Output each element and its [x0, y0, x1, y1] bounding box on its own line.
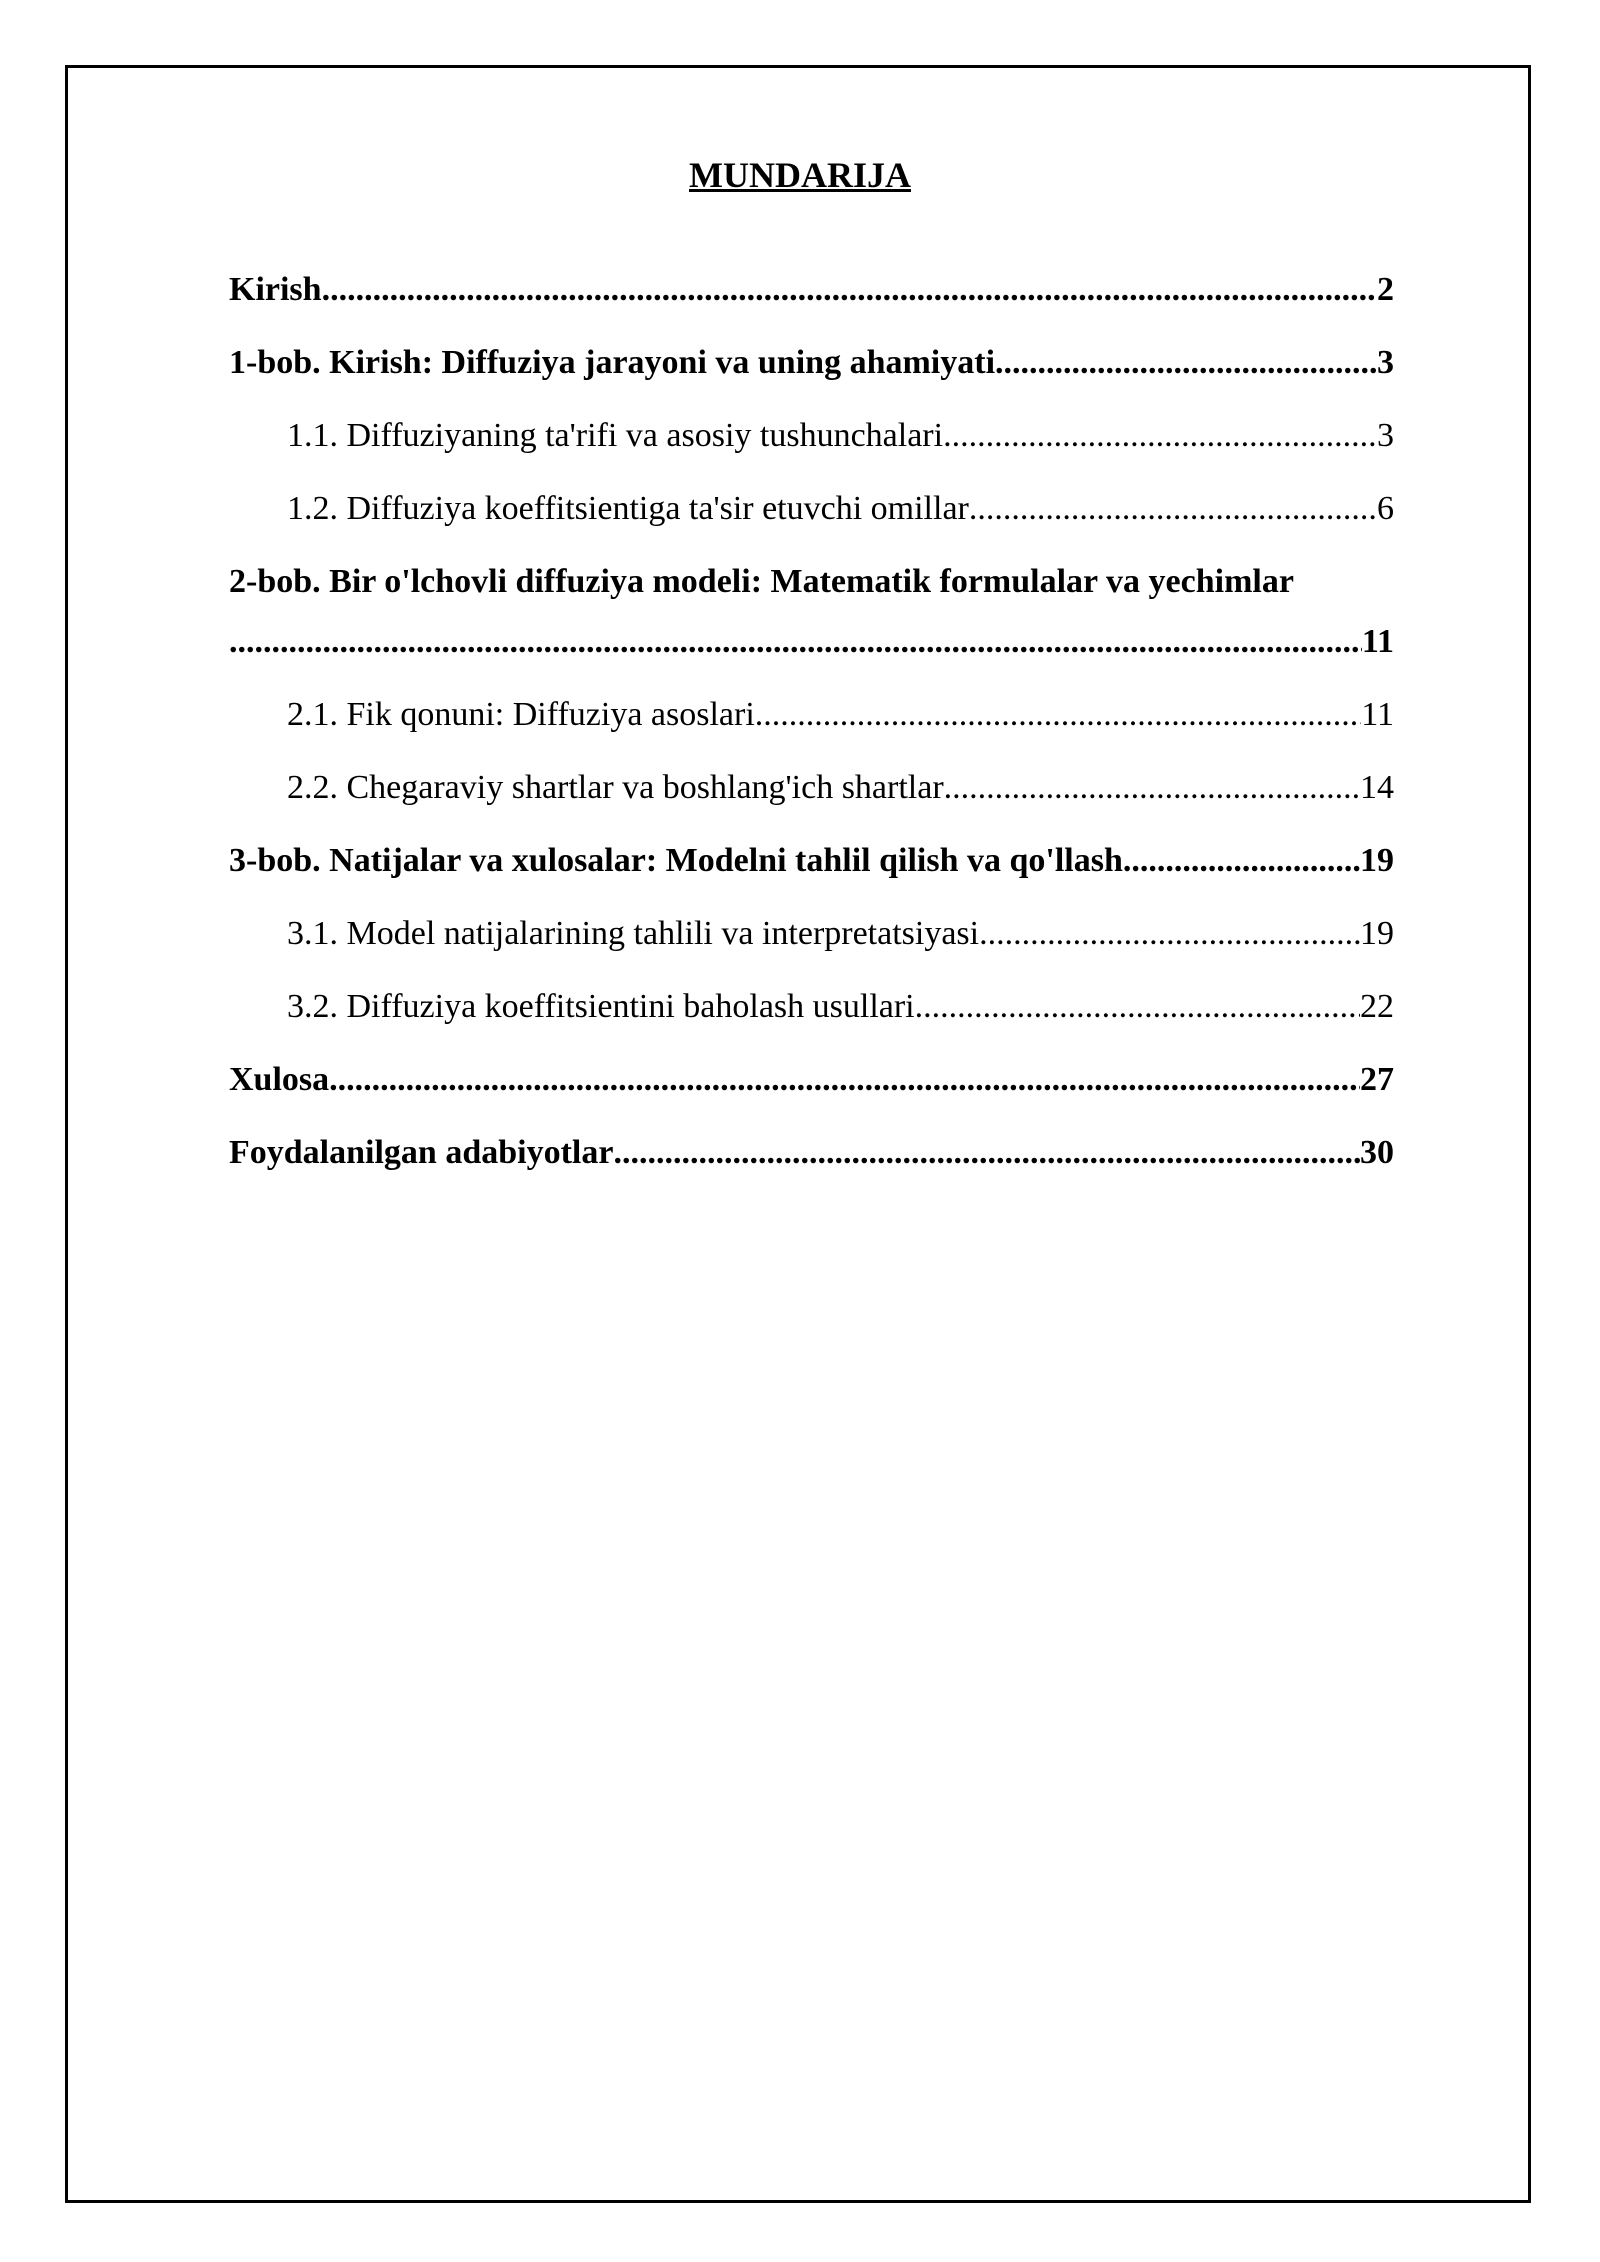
- toc-entry-section-1-1[interactable]: [229, 408, 1394, 481]
- toc-entry-page: 3: [1377, 417, 1394, 454]
- toc-entry-page: 6: [1377, 490, 1394, 527]
- toc-title: MUNDARIJA: [689, 155, 911, 195]
- toc-entry-page: 14: [1360, 769, 1394, 806]
- toc-entry-chapter-1[interactable]: [229, 335, 1394, 408]
- toc-leader-dots: [995, 335, 1377, 391]
- toc-entry-chapter-2[interactable]: [229, 554, 1394, 687]
- toc-entry-chapter-3[interactable]: [229, 833, 1394, 906]
- toc-entry-text: Xulosa: [229, 1061, 330, 1098]
- toc-leader-dots: [613, 1125, 1360, 1181]
- toc-entry-text: 2.1. Fik qonuni: Diffuziya asoslari: [287, 696, 755, 733]
- toc-leader-dots: [755, 687, 1361, 743]
- toc-leader-dots: [944, 760, 1360, 816]
- toc-entry-page: 22: [1360, 988, 1394, 1025]
- toc-entry-page: 2: [1377, 271, 1394, 308]
- toc-entry-text: 3-bob. Natijalar va xulosalar: Modelni tahlil qilish va qo'llash: [229, 842, 1123, 879]
- toc-entry-xulosa[interactable]: [229, 1052, 1394, 1125]
- toc-leader-dots: [969, 481, 1377, 537]
- table-of-contents: [229, 262, 1394, 1198]
- toc-leader-dots: [915, 979, 1360, 1035]
- toc-entry-page: 11: [1361, 623, 1394, 660]
- toc-leader-dots: [943, 408, 1377, 464]
- toc-entry-page: 27: [1360, 1061, 1394, 1098]
- toc-entry-continuation: [229, 614, 1394, 687]
- toc-entry-text: 3.1. Model natijalarining tahlili va interpretatsiyasi: [287, 915, 980, 952]
- toc-entry-text: 2-bob. Bir o'lchovli diffuziya modeli: Matematik formulalar va yechimlar: [229, 563, 1294, 600]
- toc-entry-text: 1.1. Diffuziyaning ta'rifi va asosiy tushunchalari: [287, 417, 944, 454]
- toc-entry-section-2-1[interactable]: [229, 687, 1394, 760]
- toc-entry-text: Foydalanilgan adabiyotlar: [229, 1134, 614, 1171]
- toc-entry-section-3-1[interactable]: [229, 906, 1394, 979]
- toc-entry-section-2-2[interactable]: [229, 760, 1394, 833]
- toc-entry-text: 1-bob. Kirish: Diffuziya jarayoni va uning ahamiyati: [229, 344, 996, 381]
- toc-entry-section-3-2[interactable]: [229, 979, 1394, 1052]
- toc-entry-page: 19: [1360, 915, 1394, 952]
- toc-leader-dots: [322, 262, 1377, 318]
- toc-entry-bibliography[interactable]: [229, 1125, 1394, 1198]
- toc-entry-text: Kirish: [229, 271, 322, 308]
- toc-entry-page: 30: [1360, 1134, 1394, 1171]
- toc-entry-text: 2.2. Chegaraviy shartlar va boshlang'ich shartlar: [287, 769, 944, 806]
- toc-leader-dots: [229, 614, 1362, 670]
- toc-leader-dots: [979, 906, 1360, 962]
- toc-entry-section-1-2[interactable]: [229, 481, 1394, 554]
- toc-entry-page: 11: [1361, 696, 1394, 733]
- toc-entry-text: 3.2. Diffuziya koeffitsientini baholash usullari: [287, 988, 915, 1025]
- toc-leader-dots: [329, 1052, 1360, 1108]
- toc-entry-page: 3: [1377, 344, 1394, 381]
- toc-entry-text: 1.2. Diffuziya koeffitsientiga ta'sir etuvchi omillar: [287, 490, 969, 527]
- toc-entry-kirish[interactable]: [229, 262, 1394, 335]
- toc-leader-dots: [1123, 833, 1360, 889]
- toc-entry-page: 19: [1360, 842, 1394, 879]
